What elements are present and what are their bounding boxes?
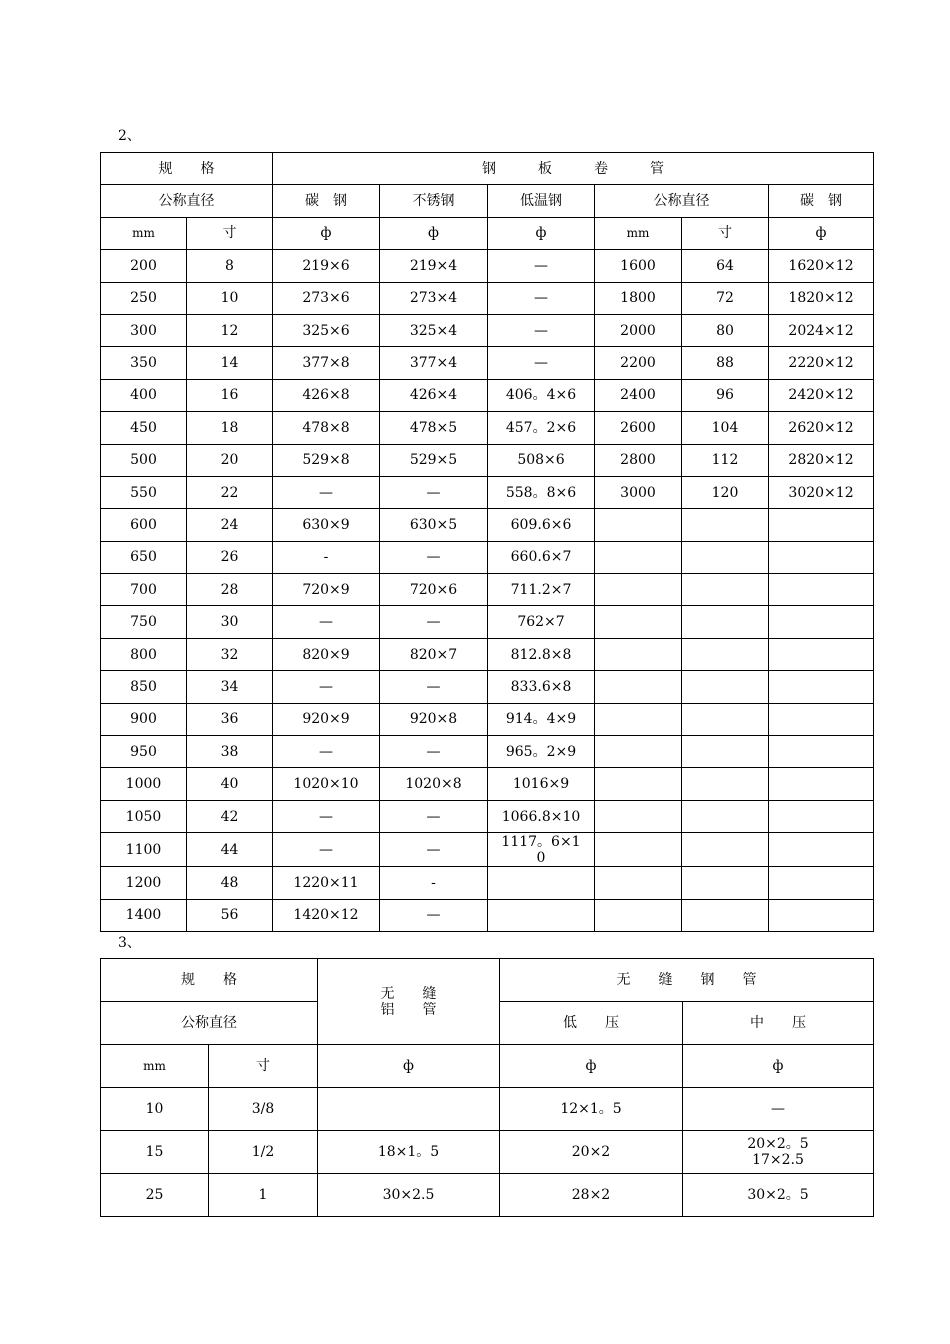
carbon-steel-cell: 1220×11	[273, 867, 380, 899]
table-row	[101, 250, 874, 282]
carbon-steel-cell: 720×9	[273, 574, 380, 606]
carbon-steel-cell: 1020×10	[273, 768, 380, 800]
inch-cell: 8	[187, 250, 273, 282]
phi-unit: ф	[488, 217, 595, 249]
mm-cell: 1200	[101, 867, 187, 899]
inch-cell: 34	[187, 671, 273, 703]
stainless-steel-cell: —	[380, 476, 488, 508]
mm-cell: 400	[101, 379, 187, 411]
stainless-steel-header: 不锈钢	[380, 185, 488, 217]
seamless-aluminum-cell	[318, 1088, 500, 1131]
inch-cell-2	[682, 867, 769, 899]
mm-cell-2	[595, 638, 682, 670]
carbon-steel-cell-2	[769, 833, 874, 867]
stainless-steel-cell: 920×8	[380, 703, 488, 735]
low-temp-steel-cell: 558。8×6	[488, 476, 595, 508]
carbon-steel-cell-2: 3020×12	[769, 476, 874, 508]
inch-cell: 44	[187, 833, 273, 867]
inch-cell-2	[682, 509, 769, 541]
stainless-steel-cell: —	[380, 606, 488, 638]
mm-cell-2: 2400	[595, 379, 682, 411]
carbon-steel-cell-2	[769, 606, 874, 638]
stainless-steel-cell: 426×4	[380, 379, 488, 411]
inch-cell: 22	[187, 476, 273, 508]
inch-cell-2	[682, 541, 769, 573]
carbon-steel-cell: —	[273, 606, 380, 638]
mm-cell-2	[595, 867, 682, 899]
table-row	[101, 1174, 874, 1217]
inch-cell: 48	[187, 867, 273, 899]
carbon-steel-cell: 325×6	[273, 314, 380, 346]
medium-pressure-header: 中 压	[683, 1002, 874, 1045]
table-row	[101, 899, 874, 931]
table-row	[101, 476, 874, 508]
mm-cell-2: 1600	[595, 250, 682, 282]
low-temp-steel-cell: 609.6×6	[488, 509, 595, 541]
stainless-steel-cell: —	[380, 541, 488, 573]
carbon-steel-cell-2	[769, 768, 874, 800]
mm-cell-2: 2000	[595, 314, 682, 346]
seamless-aluminum-cell: 18×1。5	[318, 1131, 500, 1174]
mm-unit: mm	[101, 217, 187, 249]
inch-cell: 12	[187, 314, 273, 346]
seamless-aluminum-cell: 30×2.5	[318, 1174, 500, 1217]
medium-pressure-cell: 30×2。5	[683, 1174, 874, 1217]
carbon-steel-cell: 920×9	[273, 703, 380, 735]
stainless-steel-cell: 820×7	[380, 638, 488, 670]
carbon-steel-cell: —	[273, 800, 380, 832]
stainless-steel-cell: 630×5	[380, 509, 488, 541]
inch-cell: 32	[187, 638, 273, 670]
stainless-steel-cell: 219×4	[380, 250, 488, 282]
carbon-steel-header-2: 碳 钢	[769, 185, 874, 217]
seamless-pipe-table	[100, 958, 874, 1217]
inch-cell-2	[682, 768, 769, 800]
inch-cell-2: 120	[682, 476, 769, 508]
carbon-steel-cell-2	[769, 509, 874, 541]
low-temp-steel-cell: 833.6×8	[488, 671, 595, 703]
inch-unit: 寸	[209, 1045, 318, 1088]
mm-cell-2	[595, 736, 682, 768]
mm-cell: 750	[101, 606, 187, 638]
medium-pressure-cell: —	[683, 1088, 874, 1131]
low-pressure-cell: 28×2	[500, 1174, 683, 1217]
carbon-steel-cell-2	[769, 671, 874, 703]
table-row	[101, 1088, 874, 1131]
mm-cell: 900	[101, 703, 187, 735]
inch-cell-2: 96	[682, 379, 769, 411]
mm-cell: 250	[101, 282, 187, 314]
spec-header: 规 格	[101, 153, 273, 185]
carbon-steel-cell: 377×8	[273, 347, 380, 379]
low-temp-steel-cell: 1117。6×1 0	[488, 833, 595, 867]
table-row	[101, 574, 874, 606]
phi-unit: ф	[273, 217, 380, 249]
mm-cell: 200	[101, 250, 187, 282]
mm-cell-2	[595, 800, 682, 832]
carbon-steel-cell-2: 2620×12	[769, 412, 874, 444]
low-temp-steel-cell: 812.8×8	[488, 638, 595, 670]
carbon-steel-cell: 273×6	[273, 282, 380, 314]
carbon-steel-cell-2	[769, 899, 874, 931]
carbon-steel-cell-2	[769, 638, 874, 670]
mm-cell: 600	[101, 509, 187, 541]
inch-cell-2	[682, 671, 769, 703]
low-temp-steel-cell: —	[488, 250, 595, 282]
stainless-steel-cell: 720×6	[380, 574, 488, 606]
mm-cell-2	[595, 899, 682, 931]
section-2-label: 2、	[118, 128, 141, 144]
inch-cell: 36	[187, 703, 273, 735]
mm-cell-2	[595, 703, 682, 735]
inch-cell-2: 64	[682, 250, 769, 282]
low-temp-steel-cell: 1066.8×10	[488, 800, 595, 832]
inch-cell: 26	[187, 541, 273, 573]
steel-plate-pipe-rows	[101, 250, 874, 932]
section-3-label: 3、	[118, 935, 141, 951]
low-temp-steel-cell: 711.2×7	[488, 574, 595, 606]
mm-cell: 450	[101, 412, 187, 444]
inch-cell-2	[682, 736, 769, 768]
low-temp-steel-cell: 762×7	[488, 606, 595, 638]
carbon-steel-cell: —	[273, 736, 380, 768]
inch-cell-2	[682, 899, 769, 931]
table-row	[101, 671, 874, 703]
table-row	[101, 509, 874, 541]
carbon-steel-cell: 820×9	[273, 638, 380, 670]
table-row	[101, 833, 874, 867]
low-temp-steel-cell: 457。2×6	[488, 412, 595, 444]
stainless-steel-cell: -	[380, 867, 488, 899]
mm-cell-2: 1800	[595, 282, 682, 314]
inch-cell: 14	[187, 347, 273, 379]
inch-cell: 1/2	[209, 1131, 318, 1174]
stainless-steel-cell: 529×5	[380, 444, 488, 476]
mm-cell-2	[595, 606, 682, 638]
stainless-steel-cell: —	[380, 899, 488, 931]
stainless-steel-cell: 1020×8	[380, 768, 488, 800]
low-temp-steel-cell	[488, 867, 595, 899]
mm-cell-2: 2200	[595, 347, 682, 379]
carbon-steel-cell: —	[273, 476, 380, 508]
carbon-steel-cell: 426×8	[273, 379, 380, 411]
low-temp-steel-header: 低温钢	[488, 185, 595, 217]
table-row	[101, 736, 874, 768]
table-row	[101, 347, 874, 379]
table-row	[101, 314, 874, 346]
table-row	[101, 867, 874, 899]
table-row	[101, 800, 874, 832]
mm-cell: 1000	[101, 768, 187, 800]
mm-cell: 1100	[101, 833, 187, 867]
carbon-steel-cell-2	[769, 574, 874, 606]
carbon-steel-header: 碳 钢	[273, 185, 380, 217]
table-row	[101, 282, 874, 314]
mm-cell-2: 2600	[595, 412, 682, 444]
low-temp-steel-cell: 508×6	[488, 444, 595, 476]
mm-cell-2: 2800	[595, 444, 682, 476]
table-row	[101, 412, 874, 444]
phi-unit: ф	[769, 217, 874, 249]
table-row	[101, 541, 874, 573]
carbon-steel-cell-2: 2220×12	[769, 347, 874, 379]
carbon-steel-cell-2	[769, 541, 874, 573]
mm-cell: 15	[101, 1131, 209, 1174]
inch-cell: 24	[187, 509, 273, 541]
low-temp-steel-cell: —	[488, 282, 595, 314]
mm-cell: 700	[101, 574, 187, 606]
table-row	[101, 768, 874, 800]
inch-cell: 20	[187, 444, 273, 476]
low-pressure-header: 低 压	[500, 1002, 683, 1045]
carbon-steel-cell-2: 1620×12	[769, 250, 874, 282]
table-row	[101, 638, 874, 670]
mm-cell-2	[595, 671, 682, 703]
seamless-steel-pipe-header: 无 缝 钢 管	[500, 959, 874, 1002]
mm-cell: 950	[101, 736, 187, 768]
inch-cell: 1	[209, 1174, 318, 1217]
carbon-steel-cell-2: 2024×12	[769, 314, 874, 346]
mm-cell: 1400	[101, 899, 187, 931]
inch-cell: 38	[187, 736, 273, 768]
low-temp-steel-cell: —	[488, 314, 595, 346]
mm-unit: mm	[101, 1045, 209, 1088]
inch-cell: 10	[187, 282, 273, 314]
inch-cell-2: 112	[682, 444, 769, 476]
inch-cell: 3/8	[209, 1088, 318, 1131]
mm-cell: 25	[101, 1174, 209, 1217]
low-temp-steel-cell: 914。4×9	[488, 703, 595, 735]
stainless-steel-cell: —	[380, 736, 488, 768]
table-row	[101, 444, 874, 476]
medium-pressure-cell: 20×2。5 17×2.5	[683, 1131, 874, 1174]
mm-cell: 350	[101, 347, 187, 379]
mm-cell: 500	[101, 444, 187, 476]
nominal-diameter-header: 公称直径	[101, 1002, 318, 1045]
nominal-diameter-header-2: 公称直径	[595, 185, 769, 217]
carbon-steel-cell: 630×9	[273, 509, 380, 541]
mm-cell: 850	[101, 671, 187, 703]
phi-unit: ф	[318, 1045, 500, 1088]
steel-plate-pipe-table	[100, 152, 874, 932]
mm-cell: 550	[101, 476, 187, 508]
inch-cell-2	[682, 833, 769, 867]
inch-cell-2: 104	[682, 412, 769, 444]
carbon-steel-cell: 1420×12	[273, 899, 380, 931]
low-pressure-cell: 20×2	[500, 1131, 683, 1174]
inch-cell: 40	[187, 768, 273, 800]
low-temp-steel-cell: 965。2×9	[488, 736, 595, 768]
stainless-steel-cell: 478×5	[380, 412, 488, 444]
carbon-steel-cell-2	[769, 867, 874, 899]
mm-cell-2	[595, 574, 682, 606]
stainless-steel-cell: —	[380, 833, 488, 867]
mm-cell: 800	[101, 638, 187, 670]
inch-cell: 18	[187, 412, 273, 444]
carbon-steel-cell-2: 1820×12	[769, 282, 874, 314]
inch-cell-2	[682, 703, 769, 735]
inch-unit: 寸	[682, 217, 769, 249]
carbon-steel-cell-2	[769, 736, 874, 768]
stainless-steel-cell: 377×4	[380, 347, 488, 379]
inch-cell-2: 72	[682, 282, 769, 314]
phi-unit: ф	[500, 1045, 683, 1088]
carbon-steel-cell: —	[273, 671, 380, 703]
stainless-steel-cell: —	[380, 671, 488, 703]
phi-unit: ф	[683, 1045, 874, 1088]
seamless-aluminum-pipe-header: 无 缝 铝 管	[318, 959, 500, 1045]
inch-cell-2	[682, 638, 769, 670]
table-row	[101, 379, 874, 411]
mm-cell-2	[595, 833, 682, 867]
mm-cell-2: 3000	[595, 476, 682, 508]
carbon-steel-cell-2: 2420×12	[769, 379, 874, 411]
nominal-diameter-header: 公称直径	[101, 185, 273, 217]
steel-plate-pipe-title: 钢 板 卷 管	[273, 153, 874, 185]
inch-cell: 56	[187, 899, 273, 931]
mm-cell: 1050	[101, 800, 187, 832]
seamless-pipe-rows	[101, 1088, 874, 1217]
inch-cell-2	[682, 800, 769, 832]
low-temp-steel-cell: 1016×9	[488, 768, 595, 800]
low-temp-steel-cell: —	[488, 347, 595, 379]
mm-cell: 300	[101, 314, 187, 346]
stainless-steel-cell: 273×4	[380, 282, 488, 314]
mm-cell: 650	[101, 541, 187, 573]
stainless-steel-cell: 325×4	[380, 314, 488, 346]
inch-cell: 30	[187, 606, 273, 638]
carbon-steel-cell-2	[769, 800, 874, 832]
phi-unit: ф	[380, 217, 488, 249]
carbon-steel-cell: 478×8	[273, 412, 380, 444]
inch-unit: 寸	[187, 217, 273, 249]
inch-cell: 28	[187, 574, 273, 606]
stainless-steel-cell: —	[380, 800, 488, 832]
inch-cell-2: 88	[682, 347, 769, 379]
table-row	[101, 1131, 874, 1174]
table-row	[101, 703, 874, 735]
inch-cell: 42	[187, 800, 273, 832]
low-temp-steel-cell: 406。4×6	[488, 379, 595, 411]
carbon-steel-cell-2	[769, 703, 874, 735]
spec-header: 规 格	[101, 959, 318, 1002]
carbon-steel-cell: —	[273, 833, 380, 867]
table-row	[101, 606, 874, 638]
mm-unit: mm	[595, 217, 682, 249]
inch-cell-2	[682, 574, 769, 606]
low-temp-steel-cell: 660.6×7	[488, 541, 595, 573]
inch-cell-2	[682, 606, 769, 638]
inch-cell-2: 80	[682, 314, 769, 346]
low-pressure-cell: 12×1。5	[500, 1088, 683, 1131]
mm-cell-2	[595, 509, 682, 541]
carbon-steel-cell: 219×6	[273, 250, 380, 282]
mm-cell-2	[595, 768, 682, 800]
carbon-steel-cell: 529×8	[273, 444, 380, 476]
mm-cell: 10	[101, 1088, 209, 1131]
carbon-steel-cell-2: 2820×12	[769, 444, 874, 476]
inch-cell: 16	[187, 379, 273, 411]
mm-cell-2	[595, 541, 682, 573]
carbon-steel-cell: -	[273, 541, 380, 573]
low-temp-steel-cell	[488, 899, 595, 931]
